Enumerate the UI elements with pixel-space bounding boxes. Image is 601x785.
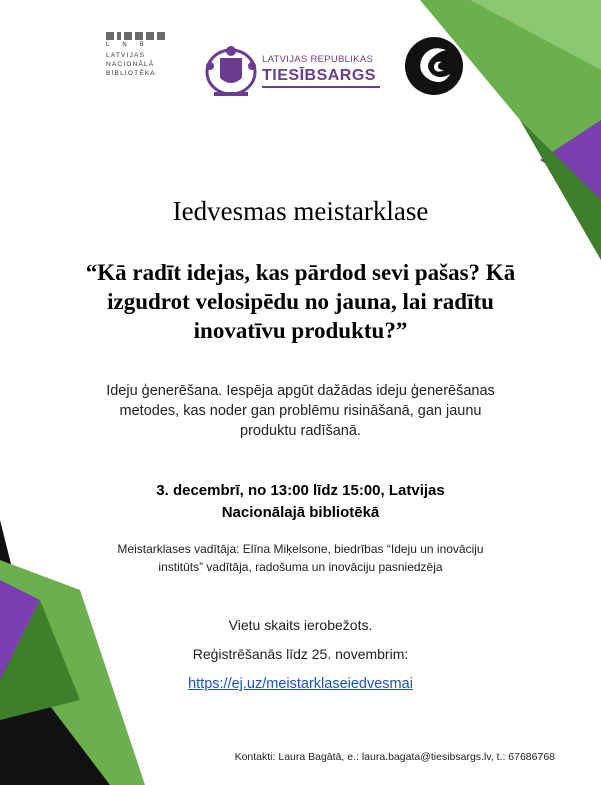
swirl-logo-icon bbox=[404, 36, 464, 96]
question-line: izgudrot velosipēdu no jauna, lai radītu bbox=[107, 289, 494, 314]
contacts-footer: Kontakti: Laura Bagātā, e.: laura.bagata@tiesibsargs.lv, t.: 67686768 bbox=[234, 751, 555, 763]
question-heading bbox=[40, 258, 561, 345]
lnb-line: LATVIJAS bbox=[106, 52, 146, 59]
instructor-line: Meistarklases vadītāja: Elīna Miķelsone, biedrības “Ideju un inovāciju bbox=[117, 542, 484, 556]
date-line: 3. decembrī, no 13:00 līdz 15:00, Latvijas bbox=[156, 482, 445, 499]
lnb-line: NACIONĀLĀ bbox=[106, 61, 155, 68]
registration-link[interactable]: https://ej.uz/meistarklaseiedvesmai bbox=[188, 676, 413, 692]
registration-deadline: Reģistrēšanās līdz 25. novembrim: bbox=[192, 646, 409, 662]
description bbox=[60, 381, 541, 441]
lnb-line: BIBLIOTĒKA bbox=[106, 70, 156, 77]
page-title: Iedvesmas meistarklase bbox=[172, 196, 429, 226]
ombudsman-line1: LATVIJAS REPUBLIKAS bbox=[262, 54, 374, 65]
ombudsman-line2: TIESĪBSARGS bbox=[262, 67, 376, 84]
lnb-logo bbox=[106, 32, 176, 78]
lnb-letters: LNB bbox=[106, 42, 157, 48]
date-line: Nacionālajā bibliotēkā bbox=[221, 504, 380, 521]
ombudsman-logo bbox=[204, 42, 384, 102]
seats-notice: Vietu skaits ierobežots. bbox=[228, 617, 373, 633]
question-line: “Kā radīt idejas, kas pārdod sevi pašas? Kā bbox=[85, 260, 516, 285]
event-date-location bbox=[60, 480, 541, 524]
question-line: inovatīvu produktu?” bbox=[193, 318, 408, 343]
description-line: Ideju ģenerēšana. Iespēja apgūt dažādas ideju ģenerēšanas bbox=[106, 383, 495, 399]
description-line: produktu radīšanā. bbox=[240, 423, 361, 439]
logo-row bbox=[0, 28, 601, 108]
ombudsman-underline bbox=[262, 86, 380, 88]
description-line: metodes, kas noder gan problēmu risināšanā, gan jaunu bbox=[119, 403, 482, 419]
instructor-line: institūts” vadītāja, radošuma un inovāciju pasniedzēja bbox=[158, 560, 443, 574]
lnb-mark-icon bbox=[106, 32, 176, 40]
instructor-info bbox=[60, 540, 541, 576]
coat-of-arms-icon bbox=[204, 42, 258, 100]
